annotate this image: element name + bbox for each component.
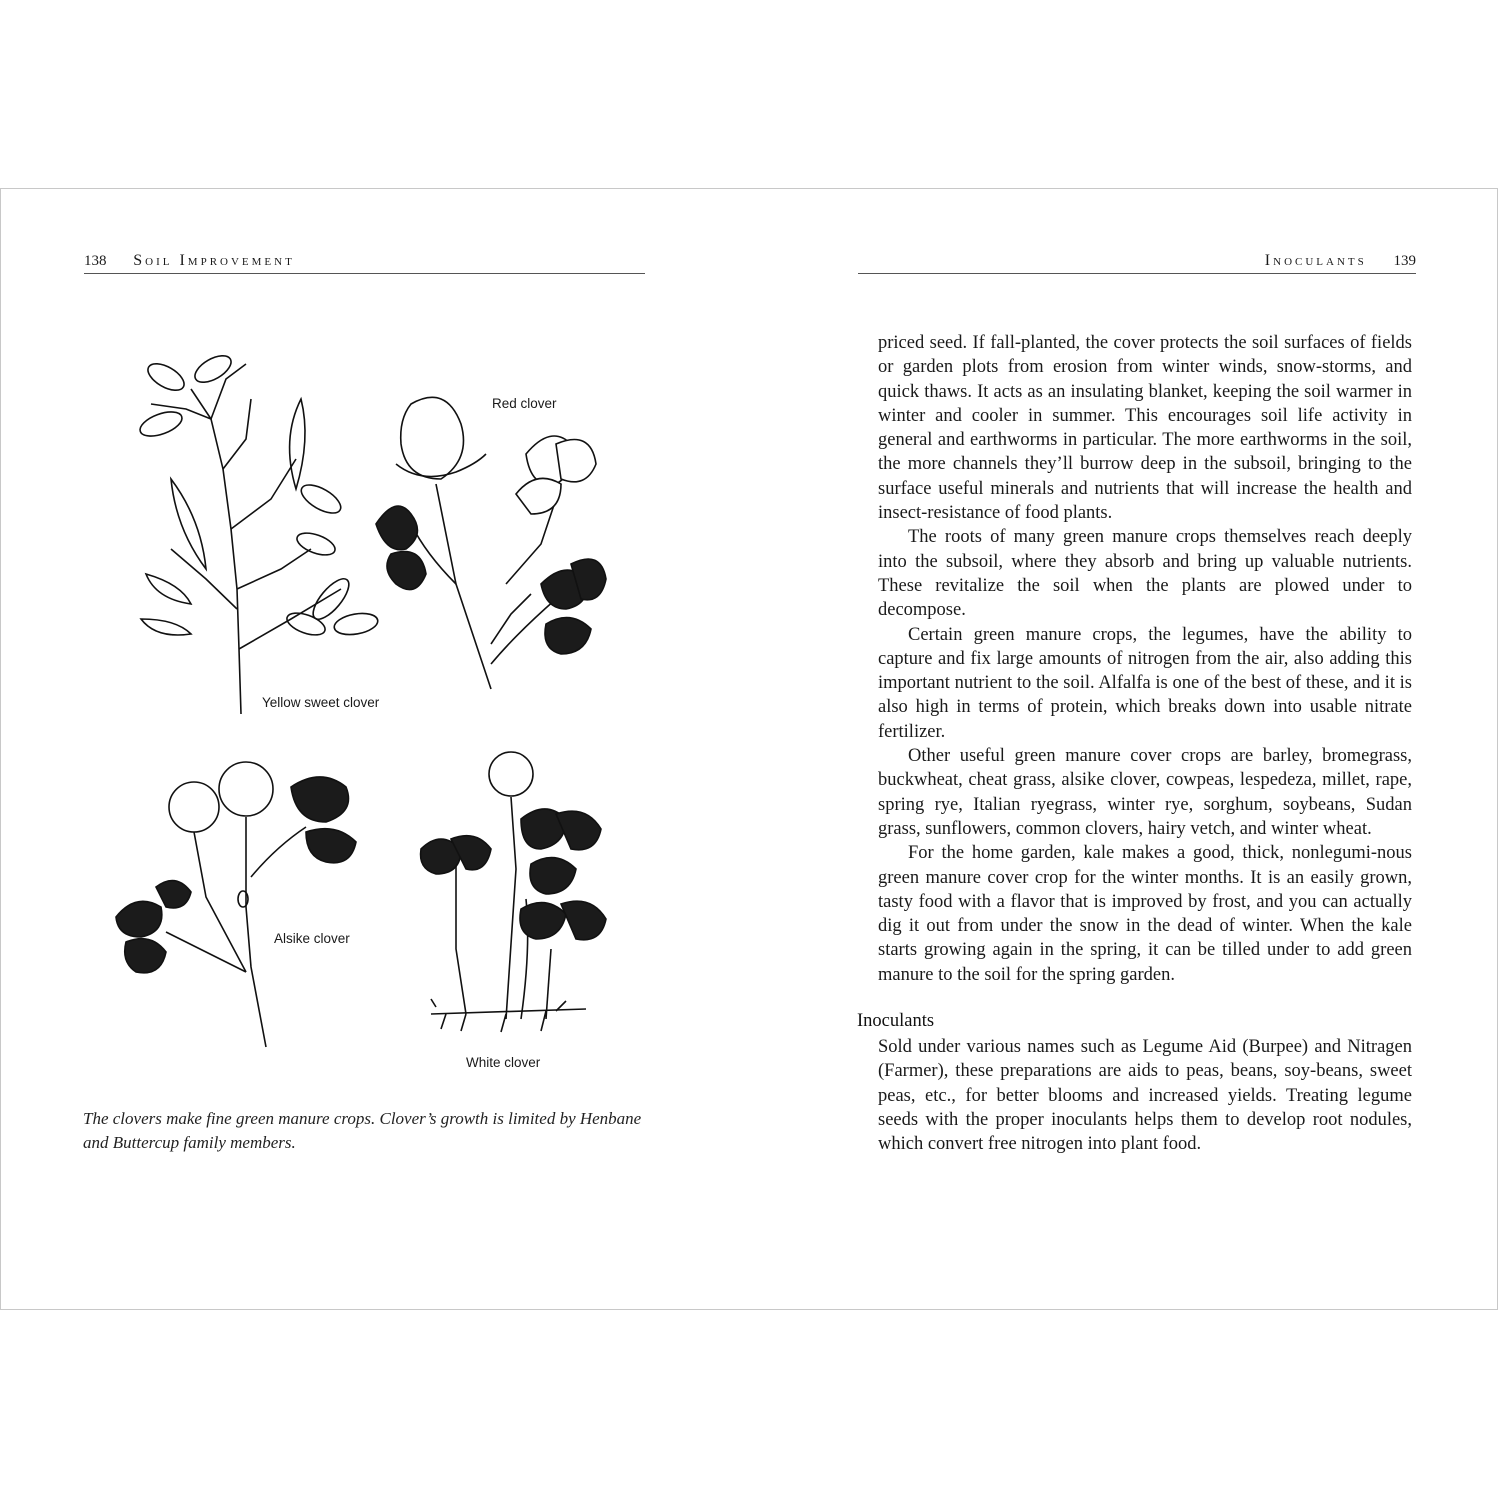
red-clover-illustration bbox=[366, 384, 616, 699]
right-page-number: 139 bbox=[1393, 253, 1416, 269]
paragraph: Other useful green manure cover crops are barley, bromegrass, buckwheat, cheat grass, alsike clover, cowpeas, lespedeza, millet, rape, spring rye, Italian ryegrass, winter rye, sorghum, soybeans, Sudan grass, sunflowers, common clovers, hairy vetch, and winter wheat. bbox=[878, 746, 1412, 839]
figure-caption: The clovers make fine green manure crops. Clover’s growth is limited by Henbane and Buttercup family members. bbox=[83, 1109, 642, 1152]
label-yellow-sweet-clover: Yellow sweet clover bbox=[262, 695, 380, 710]
label-red-clover: Red clover bbox=[492, 396, 557, 411]
paragraph: For the home garden, kale makes a good, thick, nonlegumi-nous green manure cover crop for the winter months. It is an easily grown, tasty food with a flavor that is improved by frost, and you can actually dig it out from under the snow in the dead of winter. When the kale starts growing again in the spring, it can be tilled under to add green manure to the soil for the spring garden. bbox=[878, 843, 1412, 985]
left-running-head bbox=[84, 252, 645, 274]
left-running-title: Soil Improvement bbox=[133, 252, 295, 269]
alsike-clover-illustration bbox=[106, 757, 371, 1052]
right-running-head bbox=[858, 252, 1416, 274]
paragraph: Certain green manure crops, the legumes, have the ability to capture and fix large amounts of nitrogen from the air, also adding this important nutrient to the soil. Alfalfa is one of the best of these, and it is also high in terms of protein, which breaks down into usable nitrate fertilizer. bbox=[878, 624, 1412, 742]
white-clover-illustration bbox=[406, 749, 626, 1039]
label-alsike-clover: Alsike clover bbox=[274, 931, 350, 946]
section-text-inoculants: Sold under various names such as Legume Aid (Burpee) and Nitragen (Farmer), these preparations are aids to peas, beans, soy-beans, sweet peas, etc., for better blooms and increased yields. Treating legume seeds with the proper inoculants helps them to develop root nodules, which convert free nitrogen into plant food. bbox=[878, 1037, 1412, 1155]
label-white-clover: White clover bbox=[466, 1055, 541, 1070]
body-text bbox=[878, 331, 1412, 987]
left-page-number: 138 bbox=[84, 253, 107, 269]
paragraph: The roots of many green manure crops themselves reach deeply into the subsoil, where they absorb and bring up valuable nutrients. These revitalize the soil when the plants are plowed under to decompose. bbox=[878, 527, 1412, 621]
book-spread bbox=[0, 188, 1498, 1310]
section-heading-inoculants: Inoculants bbox=[857, 1011, 935, 1031]
paragraph: priced seed. If fall-planted, the cover protects the soil surfaces of fields or garden plots from erosion from winter winds, snow-storms, and quick thaws. It acts as an insulating blanket, keeping the soil warmer in winter and cooler in summer. This encourages soil life activity in general and earthworms in particular. The more earthworms in the soil, the more channels they’ll burrow deep in the subsoil, bringing to the surface useful minerals and nutrients that will increase the health and insect-resistance of food plants. bbox=[878, 333, 1412, 524]
yellow-sweet-clover-illustration bbox=[131, 349, 391, 719]
right-running-title: Inoculants bbox=[1264, 252, 1367, 269]
